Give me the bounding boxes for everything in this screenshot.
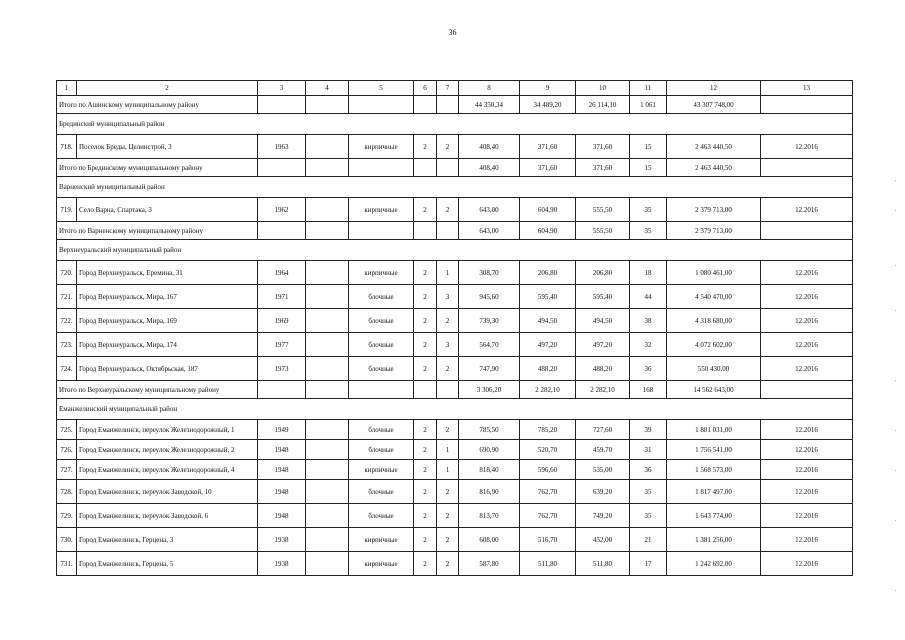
entrances-cell: 2 (437, 309, 459, 333)
empty-cell (437, 381, 459, 399)
table-row (57, 309, 853, 333)
entrances-cell: 2 (437, 198, 459, 222)
total-value: 408,40 (459, 159, 520, 177)
material-cell: кирпичные (349, 460, 414, 480)
total-value: 643,00 (459, 222, 520, 240)
column-header: 13 (761, 81, 853, 96)
c13-cell: 12.2016 (761, 504, 853, 528)
c4-cell (306, 528, 349, 552)
total-value: 2 463 440,50 (667, 159, 761, 177)
c9-cell: 596,60 (520, 460, 576, 480)
c11-cell: 21 (630, 528, 667, 552)
c8-cell: 608,00 (459, 528, 520, 552)
empty-cell (306, 381, 349, 399)
column-header: 11 (630, 81, 667, 96)
total-row (57, 381, 853, 399)
year-cell: 1948 (258, 460, 306, 480)
year-cell: 1973 (258, 357, 306, 381)
c9-cell: 371,60 (520, 135, 576, 159)
c8-cell: 785,50 (459, 420, 520, 440)
c4-cell (306, 198, 349, 222)
material-cell: кирпичные (349, 135, 414, 159)
table-row (57, 528, 853, 552)
c11-cell: 17 (630, 552, 667, 576)
empty-cell (258, 96, 306, 114)
year-cell: 1948 (258, 480, 306, 504)
total-value: 1 061 (630, 96, 667, 114)
address-cell: Город Верхнеуральск, Еремина, 31 (77, 261, 258, 285)
empty-cell (306, 96, 349, 114)
c10-cell: 595,40 (576, 285, 630, 309)
row-number: 722. (57, 309, 77, 333)
row-number: 727. (57, 460, 77, 480)
c10-cell: 555,50 (576, 198, 630, 222)
c11-cell: 35 (630, 198, 667, 222)
row-number: 726. (57, 440, 77, 460)
section-row (57, 240, 853, 261)
column-header: 9 (520, 81, 576, 96)
total-value: 26 114,10 (576, 96, 630, 114)
section-row (57, 177, 853, 198)
empty-cell (258, 222, 306, 240)
c4-cell (306, 285, 349, 309)
c4-cell (306, 504, 349, 528)
c8-cell: 813,70 (459, 504, 520, 528)
c8-cell: 816,90 (459, 480, 520, 504)
total-value: 14 562 643,00 (667, 381, 761, 399)
empty-cell (437, 96, 459, 114)
year-cell: 1948 (258, 504, 306, 528)
floors-cell: 2 (414, 480, 437, 504)
floors-cell: 2 (414, 333, 437, 357)
c9-cell: 488,20 (520, 357, 576, 381)
material-cell: блочные (349, 285, 414, 309)
year-cell: 1969 (258, 309, 306, 333)
c13-cell: 12.2016 (761, 528, 853, 552)
empty-cell (414, 222, 437, 240)
c8-cell: 587,80 (459, 552, 520, 576)
c10-cell: 511,80 (576, 552, 630, 576)
table-row (57, 480, 853, 504)
address-cell: Город Еманжелинск, переулок Заводской, 6 (77, 504, 258, 528)
entrances-cell: 2 (437, 135, 459, 159)
c4-cell (306, 261, 349, 285)
entrances-cell: 2 (437, 480, 459, 504)
c13-cell: 12.2016 (761, 552, 853, 576)
c10-cell: 459,70 (576, 440, 630, 460)
floors-cell: 2 (414, 309, 437, 333)
total-value: 168 (630, 381, 667, 399)
c9-cell: 206,80 (520, 261, 576, 285)
total-value: 371,60 (576, 159, 630, 177)
column-header: 4 (306, 81, 349, 96)
c11-cell: 35 (630, 480, 667, 504)
table-body (57, 81, 853, 576)
empty-cell (414, 96, 437, 114)
c10-cell: 206,80 (576, 261, 630, 285)
material-cell: блочные (349, 357, 414, 381)
c10-cell: 488,20 (576, 357, 630, 381)
entrances-cell: 2 (437, 357, 459, 381)
address-cell: Город Еманжелинск, переулок Заводской, 10 (77, 480, 258, 504)
entrances-cell: 3 (437, 333, 459, 357)
material-cell: блочные (349, 480, 414, 504)
c10-cell: 497,20 (576, 333, 630, 357)
column-header: 2 (77, 81, 258, 96)
entrances-cell: 1 (437, 261, 459, 285)
empty-cell (761, 381, 853, 399)
c11-cell: 38 (630, 309, 667, 333)
section-title: Еманжелинский муниципальный район (57, 399, 853, 420)
total-value: 44 350,34 (459, 96, 520, 114)
c4-cell (306, 552, 349, 576)
c12-cell: 1 381 256,00 (667, 528, 761, 552)
address-cell: Город Еманжелинск, переулок Железнодорожный, 1 (77, 420, 258, 440)
floors-cell: 2 (414, 261, 437, 285)
table-row (57, 261, 853, 285)
scan-noise (895, 170, 897, 630)
year-cell: 1977 (258, 333, 306, 357)
total-value: 2 282,10 (520, 381, 576, 399)
c9-cell: 511,80 (520, 552, 576, 576)
c12-cell: 2 379 713,00 (667, 198, 761, 222)
row-number: 725. (57, 420, 77, 440)
c4-cell (306, 460, 349, 480)
c8-cell: 408,40 (459, 135, 520, 159)
row-number: 718. (57, 135, 77, 159)
empty-cell (437, 159, 459, 177)
c4-cell (306, 357, 349, 381)
table-row (57, 135, 853, 159)
entrances-cell: 3 (437, 285, 459, 309)
c12-cell: 2 463 440,50 (667, 135, 761, 159)
empty-cell (349, 159, 414, 177)
c11-cell: 15 (630, 135, 667, 159)
c13-cell: 12.2016 (761, 440, 853, 460)
total-label: Итого по Верхнеуральскому муниципальному району (57, 381, 258, 399)
section-title: Варненский муниципальный район (57, 177, 853, 198)
floors-cell: 2 (414, 528, 437, 552)
empty-cell (258, 159, 306, 177)
c8-cell: 308,70 (459, 261, 520, 285)
column-header: 1 (57, 81, 77, 96)
c4-cell (306, 135, 349, 159)
section-title: Верхнеуральский муниципальный район (57, 240, 853, 261)
c10-cell: 371,60 (576, 135, 630, 159)
section-row (57, 399, 853, 420)
c11-cell: 35 (630, 504, 667, 528)
c12-cell: 4 318 680,00 (667, 309, 761, 333)
total-label: Итого по Варненскому муниципальному району (57, 222, 258, 240)
row-number: 721. (57, 285, 77, 309)
c13-cell: 12.2016 (761, 198, 853, 222)
c12-cell: 550 430,00 (667, 357, 761, 381)
material-cell: блочные (349, 420, 414, 440)
c9-cell: 785,20 (520, 420, 576, 440)
material-cell: кирпичные (349, 198, 414, 222)
c9-cell: 516,70 (520, 528, 576, 552)
c12-cell: 1 242 692,00 (667, 552, 761, 576)
floors-cell: 2 (414, 198, 437, 222)
c11-cell: 36 (630, 460, 667, 480)
year-cell: 1963 (258, 135, 306, 159)
empty-cell (258, 381, 306, 399)
c13-cell: 12.2016 (761, 261, 853, 285)
entrances-cell: 1 (437, 460, 459, 480)
floors-cell: 2 (414, 440, 437, 460)
c11-cell: 31 (630, 440, 667, 460)
total-value: 34 489,20 (520, 96, 576, 114)
empty-cell (437, 222, 459, 240)
table-row (57, 333, 853, 357)
c8-cell: 945,60 (459, 285, 520, 309)
address-cell: Село Варна, Спартака, 3 (77, 198, 258, 222)
empty-cell (414, 381, 437, 399)
floors-cell: 2 (414, 420, 437, 440)
empty-cell (761, 96, 853, 114)
c10-cell: 639,20 (576, 480, 630, 504)
empty-cell (349, 96, 414, 114)
c12-cell: 1 756 541,00 (667, 440, 761, 460)
material-cell: блочные (349, 309, 414, 333)
c9-cell: 497,20 (520, 333, 576, 357)
empty-cell (414, 159, 437, 177)
total-row (57, 159, 853, 177)
year-cell: 1938 (258, 528, 306, 552)
c9-cell: 494,50 (520, 309, 576, 333)
row-number: 728. (57, 480, 77, 504)
total-value: 2 282,10 (576, 381, 630, 399)
empty-cell (761, 159, 853, 177)
table-row (57, 504, 853, 528)
table-row (57, 198, 853, 222)
c9-cell: 604,90 (520, 198, 576, 222)
address-cell: Город Еманжелинск, переулок Железнодорожный, 2 (77, 440, 258, 460)
c12-cell: 1 080 461,00 (667, 261, 761, 285)
c13-cell: 12.2016 (761, 460, 853, 480)
total-value: 35 (630, 222, 667, 240)
c12-cell: 1 881 031,00 (667, 420, 761, 440)
column-header: 12 (667, 81, 761, 96)
address-cell: Город Еманжелинск, Герцена, 5 (77, 552, 258, 576)
c12-cell: 1 817 497,00 (667, 480, 761, 504)
material-cell: кирпичные (349, 528, 414, 552)
total-value: 371,60 (520, 159, 576, 177)
empty-cell (349, 222, 414, 240)
c11-cell: 44 (630, 285, 667, 309)
year-cell: 1964 (258, 261, 306, 285)
row-number: 724. (57, 357, 77, 381)
section-title: Брединский муниципальный район (57, 114, 853, 135)
entrances-cell: 2 (437, 504, 459, 528)
c13-cell: 12.2016 (761, 309, 853, 333)
c8-cell: 739,30 (459, 309, 520, 333)
floors-cell: 2 (414, 504, 437, 528)
c10-cell: 749,20 (576, 504, 630, 528)
year-cell: 1948 (258, 440, 306, 460)
material-cell: кирпичные (349, 552, 414, 576)
c11-cell: 36 (630, 357, 667, 381)
empty-cell (306, 222, 349, 240)
c8-cell: 818,40 (459, 460, 520, 480)
year-cell: 1962 (258, 198, 306, 222)
empty-cell (306, 159, 349, 177)
row-number: 731. (57, 552, 77, 576)
c13-cell: 12.2016 (761, 420, 853, 440)
empty-cell (761, 222, 853, 240)
year-cell: 1949 (258, 420, 306, 440)
c8-cell: 643,00 (459, 198, 520, 222)
c10-cell: 727,60 (576, 420, 630, 440)
c8-cell: 564,70 (459, 333, 520, 357)
material-cell: блочные (349, 504, 414, 528)
address-cell: Город Верхнеуральск, Мира, 169 (77, 309, 258, 333)
material-cell: блочные (349, 333, 414, 357)
row-number: 719. (57, 198, 77, 222)
c4-cell (306, 480, 349, 504)
c10-cell: 535,00 (576, 460, 630, 480)
column-header: 7 (437, 81, 459, 96)
entrances-cell: 1 (437, 440, 459, 460)
section-row (57, 114, 853, 135)
total-value: 15 (630, 159, 667, 177)
address-cell: Город Еманжелинск, Герцена, 3 (77, 528, 258, 552)
c13-cell: 12.2016 (761, 357, 853, 381)
row-number: 729. (57, 504, 77, 528)
entrances-cell: 2 (437, 528, 459, 552)
c4-cell (306, 420, 349, 440)
c9-cell: 595,40 (520, 285, 576, 309)
c13-cell: 12.2016 (761, 285, 853, 309)
row-number: 720. (57, 261, 77, 285)
total-value: 43 307 748,00 (667, 96, 761, 114)
column-header: 6 (414, 81, 437, 96)
address-cell: Город Верхнеуральск, Мира, 174 (77, 333, 258, 357)
entrances-cell: 2 (437, 552, 459, 576)
year-cell: 1938 (258, 552, 306, 576)
floors-cell: 2 (414, 552, 437, 576)
housing-register-table (56, 80, 853, 576)
total-value: 3 306,20 (459, 381, 520, 399)
c12-cell: 4 540 470,00 (667, 285, 761, 309)
table-row (57, 420, 853, 440)
row-number: 730. (57, 528, 77, 552)
c13-cell: 12.2016 (761, 135, 853, 159)
page-number: 36 (448, 28, 457, 37)
c8-cell: 747,90 (459, 357, 520, 381)
material-cell: кирпичные (349, 261, 414, 285)
address-cell: Город Еманжелинск, переулок Железнодорожный, 4 (77, 460, 258, 480)
c13-cell: 12.2016 (761, 480, 853, 504)
floors-cell: 2 (414, 357, 437, 381)
c9-cell: 762,70 (520, 504, 576, 528)
table-row (57, 552, 853, 576)
table-row (57, 285, 853, 309)
c4-cell (306, 333, 349, 357)
total-row (57, 222, 853, 240)
c4-cell (306, 440, 349, 460)
column-header: 3 (258, 81, 306, 96)
address-cell: Город Верхнеуральск, Мира, 167 (77, 285, 258, 309)
table-row (57, 357, 853, 381)
c4-cell (306, 309, 349, 333)
c12-cell: 1 568 573,00 (667, 460, 761, 480)
floors-cell: 2 (414, 460, 437, 480)
c8-cell: 690,90 (459, 440, 520, 460)
c12-cell: 1 643 774,00 (667, 504, 761, 528)
total-label: Итого по Ашинскому муниципальному району (57, 96, 258, 114)
table-row (57, 440, 853, 460)
c10-cell: 452,00 (576, 528, 630, 552)
address-cell: Город Верхнеуральск, Октябрьская, 187 (77, 357, 258, 381)
c11-cell: 39 (630, 420, 667, 440)
year-cell: 1971 (258, 285, 306, 309)
floors-cell: 2 (414, 285, 437, 309)
total-label: Итого по Брединскому муниципальному району (57, 159, 258, 177)
total-value: 555,50 (576, 222, 630, 240)
c13-cell: 12.2016 (761, 333, 853, 357)
c11-cell: 32 (630, 333, 667, 357)
row-number: 723. (57, 333, 77, 357)
entrances-cell: 2 (437, 420, 459, 440)
floors-cell: 2 (414, 135, 437, 159)
c11-cell: 18 (630, 261, 667, 285)
table-header-row (57, 81, 853, 96)
address-cell: Поселок Бреды, Целинстрой, 3 (77, 135, 258, 159)
total-value: 604,90 (520, 222, 576, 240)
total-row (57, 96, 853, 114)
material-cell: блочные (349, 440, 414, 460)
column-header: 5 (349, 81, 414, 96)
c10-cell: 494,50 (576, 309, 630, 333)
empty-cell (349, 381, 414, 399)
c9-cell: 762,70 (520, 480, 576, 504)
column-header: 8 (459, 81, 520, 96)
c12-cell: 4 072 602,00 (667, 333, 761, 357)
total-value: 2 379 713,00 (667, 222, 761, 240)
column-header: 10 (576, 81, 630, 96)
table-row (57, 460, 853, 480)
c9-cell: 520,70 (520, 440, 576, 460)
